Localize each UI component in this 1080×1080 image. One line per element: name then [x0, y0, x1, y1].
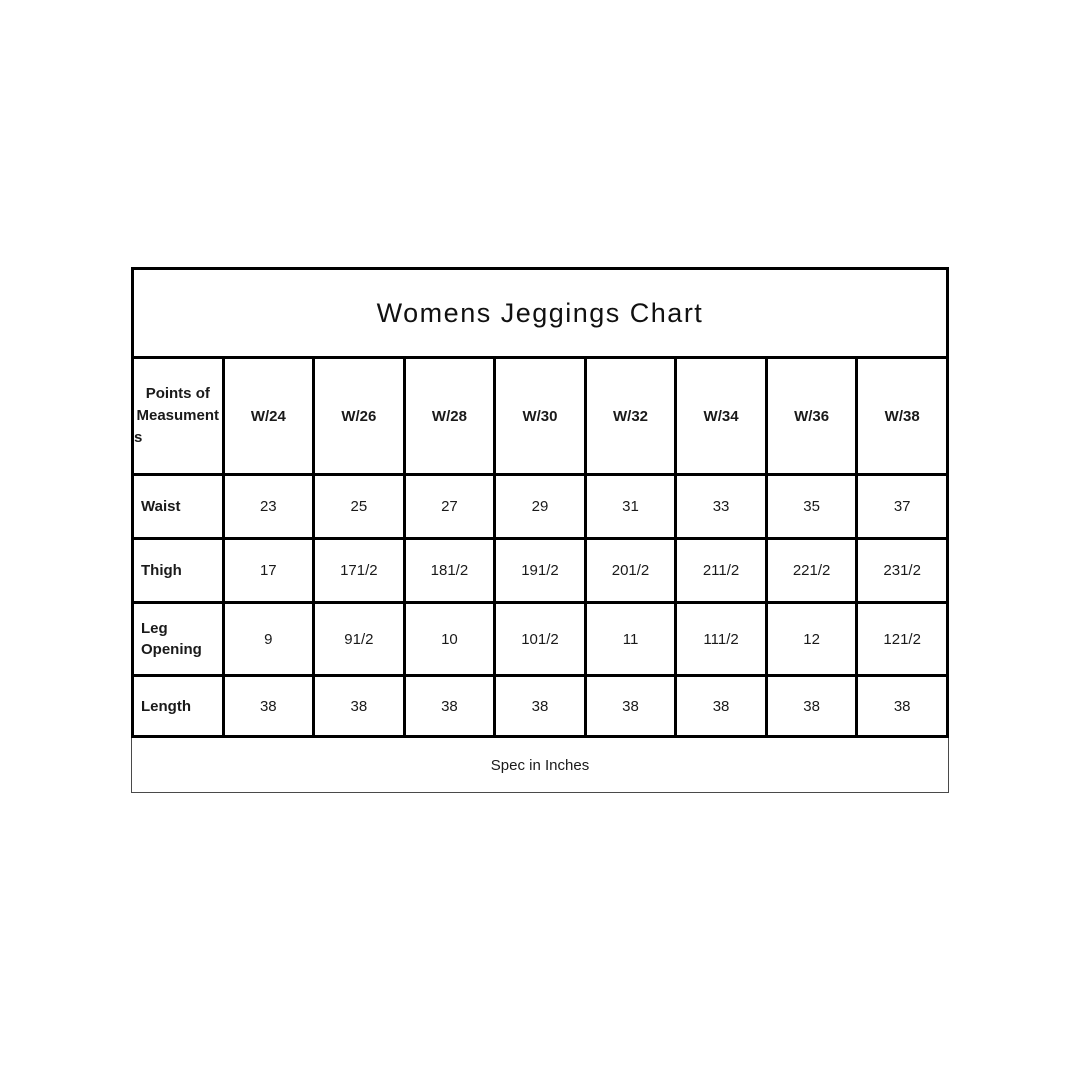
size-value-cell: 38	[223, 676, 314, 737]
column-header-w32: W/32	[585, 358, 676, 475]
size-value-cell: 38	[857, 676, 948, 737]
size-value-cell: 38	[676, 676, 767, 737]
column-header-w26: W/26	[314, 358, 405, 475]
size-value-cell: 11	[585, 603, 676, 676]
size-value-cell: 29	[495, 475, 586, 539]
column-header-w34: W/34	[676, 358, 767, 475]
size-value-cell: 27	[404, 475, 495, 539]
size-value-cell: 171/2	[314, 539, 405, 603]
size-value-cell: 38	[495, 676, 586, 737]
column-header-w28: W/28	[404, 358, 495, 475]
size-value-cell: 221/2	[766, 539, 857, 603]
size-value-cell: 23	[223, 475, 314, 539]
size-value-cell: 38	[585, 676, 676, 737]
row-label-leg-opening: Leg Opening	[133, 603, 224, 676]
size-value-cell: 35	[766, 475, 857, 539]
size-value-cell: 231/2	[857, 539, 948, 603]
column-header-w24: W/24	[223, 358, 314, 475]
size-value-cell: 37	[857, 475, 948, 539]
size-value-cell: 31	[585, 475, 676, 539]
table-row-thigh	[133, 539, 948, 603]
size-value-cell: 17	[223, 539, 314, 603]
table-row-waist	[133, 475, 948, 539]
header-row	[133, 358, 948, 475]
size-value-cell: 101/2	[495, 603, 586, 676]
size-value-cell: 33	[676, 475, 767, 539]
chart-title: Womens Jeggings Chart	[133, 269, 948, 358]
size-value-cell: 91/2	[314, 603, 405, 676]
size-value-cell: 38	[404, 676, 495, 737]
column-header-w30: W/30	[495, 358, 586, 475]
table-row-leg-opening	[133, 603, 948, 676]
footer-note	[131, 738, 949, 793]
table-row-length	[133, 676, 948, 737]
size-chart-table	[131, 267, 949, 738]
column-header-w36: W/36	[766, 358, 857, 475]
size-value-cell: 10	[404, 603, 495, 676]
size-value-cell: 111/2	[676, 603, 767, 676]
size-value-cell: 181/2	[404, 539, 495, 603]
size-value-cell: 191/2	[495, 539, 586, 603]
size-value-cell: 121/2	[857, 603, 948, 676]
size-value-cell: 38	[766, 676, 857, 737]
size-value-cell: 211/2	[676, 539, 767, 603]
footer-note-text: Spec in Inches	[490, 756, 590, 774]
size-value-cell: 25	[314, 475, 405, 539]
size-value-cell: 9	[223, 603, 314, 676]
row-label-waist: Waist	[133, 475, 224, 539]
size-value-cell: 12	[766, 603, 857, 676]
size-value-cell: 201/2	[585, 539, 676, 603]
corner-header-points-of-measuments: Points of Measuments	[133, 358, 224, 475]
row-label-length: Length	[133, 676, 224, 737]
column-header-w38: W/38	[857, 358, 948, 475]
title-row	[133, 269, 948, 358]
row-label-thigh: Thigh	[133, 539, 224, 603]
size-value-cell: 38	[314, 676, 405, 737]
size-chart	[131, 267, 949, 793]
